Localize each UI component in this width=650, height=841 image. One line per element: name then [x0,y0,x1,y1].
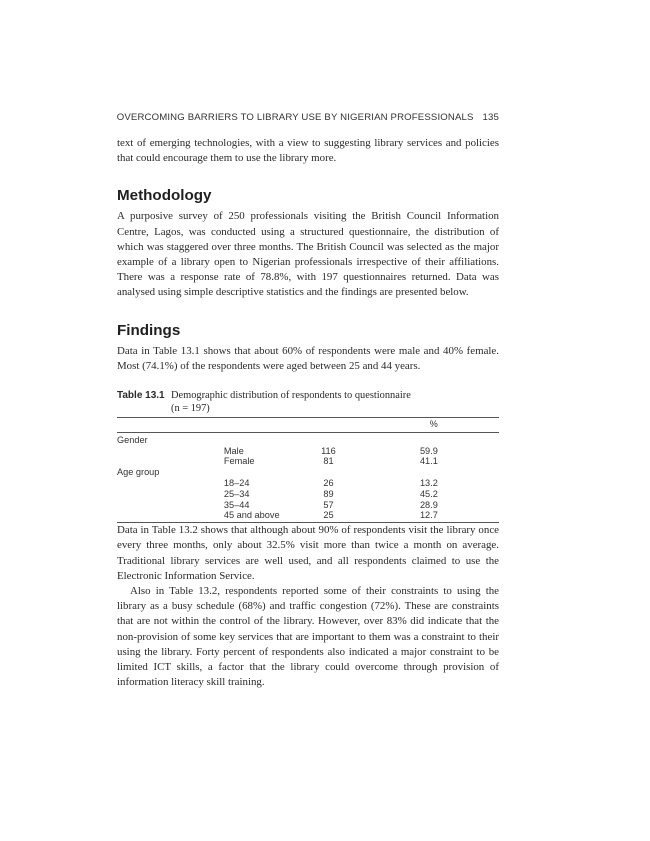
table-row [117,446,499,457]
row-count: 81 [323,456,334,467]
row-group [117,500,224,511]
row-label: 35–44 [223,499,250,510]
row-label [224,467,305,478]
row-group [117,489,224,500]
row-percent: 45.2 [419,488,438,499]
intro-paragraph: text of emerging technologies, with a view to suggesting library services and policies that could encourage them to use the library more. [117,137,499,165]
table-row [117,478,499,489]
row-count: 26 [323,478,334,489]
methodology-heading: Methodology [117,187,212,205]
findings-heading: Findings [117,321,181,339]
row-label: 18–24 [223,478,250,489]
row-percent: 13.2 [419,478,438,489]
row-percent: 59.9 [419,445,438,456]
table-title-line1: Demographic distribution of respondents to questionnaire [171,390,411,402]
row-group [117,510,224,522]
row-label [224,432,305,445]
table-row [117,500,499,511]
row-group: Gender [117,434,148,445]
table-row [117,510,499,522]
row-percent [352,467,455,478]
demographics-table [117,417,499,523]
row-count: 89 [323,488,334,499]
percent-column-header: % [352,418,455,433]
row-group [117,478,224,489]
table-label: Table 13.1 [117,390,165,402]
row-label: 25–34 [223,488,250,499]
table-caption [117,389,499,415]
findings-paragraph: Data in Table 13.1 shows that about 60% of respondents were male and 40% female. Most (74.1%) of the respondents were aged between 25 and 44 years. [117,344,499,372]
row-label: Male [223,445,244,456]
row-percent: 41.1 [419,456,438,467]
running-header [117,112,499,123]
page-number: 135 [482,112,499,123]
table-row [117,489,499,500]
results-paragraph-1: Data in Table 13.2 shows that although about 90% of respondents visit the library once every three months, only about 32.5% visit more than twice a month on average. Traditional library services are well used, and all respondents claimed to use the Electronic Information Service. [117,524,499,582]
row-percent: 28.9 [419,499,438,510]
row-count [305,467,353,478]
row-count: 25 [305,510,353,522]
page-content [117,112,499,690]
row-label: 45 and above [224,510,305,522]
table-row [117,456,499,467]
row-count [305,432,353,445]
results-paragraph-2: Also in Table 13.2, respondents reported some of their constraints to using the library as a busy schedule (68%) and traffic congestion (72%). These are constraints that are not within the control of the library. However, over 83% did indicate that the non-provision of some key services that are important to them was a constraint to their using the library. Forty percent of respondents also indicated a major constraint to be limited ICT skills, a factor that the library could overcome through provision of information literacy skill training. [117,585,499,689]
row-count: 116 [321,445,336,456]
methodology-paragraph: A purposive survey of 250 professionals visiting the British Council Information Centre, Lagos, was conducted using a structured questionnaire, the distribution of which was staggered over three months. The British Council was selected as the major example of a library open to Nigerian professionals irrespective of their affiliations. There was a response rate of 78.8%, with 197 questionnaires returned. Data was analysed using simple descriptive statistics and the findings are presented below. [117,210,499,299]
table-row [117,467,499,478]
running-title: OVERCOMING BARRIERS TO LIBRARY USE BY NIGERIAN PROFESSIONALS [116,112,474,123]
row-group [117,456,224,467]
row-group: Age group [117,467,160,478]
table-title-line2: (n = 197) [171,403,210,415]
table-header-row [117,418,499,433]
table-title [171,389,499,415]
row-count: 57 [323,499,334,510]
row-percent [352,432,455,445]
row-group [117,446,224,457]
row-label: Female [223,456,255,467]
table-row [117,432,499,445]
row-percent: 12.7 [352,510,455,522]
